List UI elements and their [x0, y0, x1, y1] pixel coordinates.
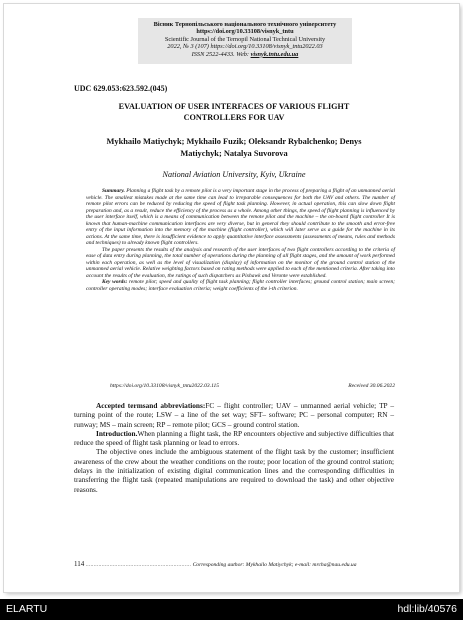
journal-issn [138, 51, 352, 58]
authors-line-1: Mykhailo Matiychyk; Mykhailo Fuzik; Oleksandr Rybalchenko; Denys [106, 137, 362, 146]
keywords-label: Key words: [102, 279, 128, 285]
journal-doi-ua: https://doi.org/10.33108/visnyk_tntu [196, 28, 294, 36]
summary-text: Planning a flight task by a remote pilot is a very important stage in the process of preparing a flight of an unmanned aerial vehicle. The smallest mistakes made at the same time can lead to irreparable consequences for both the UAV and others. The number of remote pilot errors can be reduced by reducing the speed of flight task planning. However, in actual operation, this can slow down flight preparation and, as a result, reduce the efficiency of the process as a whole. Among other things, the speed of flight planning is influenced by the user interface itself, which is a means of communication between the remote pilot and the machine – the on-board flight controller It is known that human-machine communication interfaces are very diverse, but in general they should contribute to the smooth and error-free entry of the input information into the memory of the machine (flight controller), which will later serve as a guide for the machine in its actions. At the same time, there is insufficient evidence to apply quantitative interface assessments (assessments of means, rules and methods and techniques) to already known flight controllers. [86, 188, 395, 246]
repository-bar [0, 599, 463, 620]
page-footer [74, 560, 394, 568]
journal-title-ua: Вісник Тернопільського національного технічного університету [153, 21, 337, 28]
footer-dots: .................................................................. [85, 562, 192, 568]
abbreviations-text: FC – flight controller; UAV – unmanned aerial vehicle; TP – turning point of the route; LSW – a line of the set way; SFT– software; PC – personal computer; RN – runway; MS – main screen; RP – remote pilot; GCS – ground control station. [74, 401, 394, 429]
abstract [86, 188, 395, 292]
paper-page [4, 4, 459, 592]
journal-title-en: Scientific Journal of the Ternopil National Technical University [164, 35, 326, 43]
doi-row [86, 383, 395, 389]
journal-issue: 2022, № 3 (107) https://doi.org/10.33108/visnyk_tntu2022.03 [167, 43, 323, 51]
body-text [74, 401, 394, 494]
title-line-2: CONTROLLERS FOR UAV [183, 113, 285, 122]
introduction-paragraph [74, 429, 394, 448]
udc-code: UDC 629.053:623.592.(045) [74, 84, 168, 93]
journal-header [138, 18, 352, 64]
page-number: 114 [74, 560, 85, 568]
title-line-1: EVALUATION OF USER INTERFACES OF VARIOUS FLIGHT [118, 102, 350, 111]
affiliation: National Aviation University, Kyiv, Ukraine [162, 170, 306, 179]
author-list [64, 136, 404, 159]
received-date: Received 30.06.2022 [348, 383, 395, 389]
keywords-text: remote pilot; speed and quality of flight task planning; flight controller interfaces; ground control station; main screen; controller operating modes; interface evaluation criteria; weight coefficients of the i-th criterion. [86, 279, 395, 292]
abstract-keywords [86, 279, 395, 292]
introduction-text: When planning a flight task, the RP encounters objective and subjective difficulties that reduce the speed of flight task planning or lead to errors. [74, 428, 394, 448]
issn-text: ISSN 2522-4433. Web: [191, 50, 251, 58]
handle-id[interactable]: hdl:lib/40576 [397, 603, 457, 615]
repository-name[interactable]: ELARTU [6, 603, 48, 615]
introduction-label: Introduction. [96, 428, 138, 438]
abstract-summary [86, 188, 395, 247]
article-doi-link[interactable]: https://doi.org/10.33108/visnyk_tntu2022.03.115 [110, 383, 220, 389]
journal-web-link[interactable]: visnyk.tntu.edu.ua [250, 50, 299, 58]
corresponding-author: Corresponding author: Mykhailo Matiychyk; e-mail: mrcha@nau.edu.ua [192, 562, 357, 568]
abbreviations-paragraph [74, 401, 394, 429]
objective-reasons-paragraph: The objective ones include the ambiguous statement of the flight task by the customer; insufficient awareness of the crew about the weather conditions on the route; poor location of the ground control station; delays in the initialization of existing digital communication lines and the corresponding difficulties in transferring the flight task (repeated manipulations are required to download the task) and other objective reasons. [74, 447, 394, 494]
abstract-paragraph-2: The paper presents the results of the analysis and research of the user interfaces of two flight controllers according to the criteria of ease of data entry during planning, the total number of operations during the planning of all flight stages, and the amount of work performed within each operation, as well as the level of visualization (display) of information on the monitor of the ground control station of the unmanned aerial vehicle. Relative weighting factors based on rating methods were applied to each of the mentioned criteria. After taking into account the results of the evaluation, the ratings of such dispatchers as Pixhawk and Veronte were established. [86, 246, 395, 279]
abbreviations-label: Accepted termsand abbreviations: [96, 401, 206, 410]
summary-label: Summary. [102, 188, 125, 194]
authors-line-2: Matiychyk; Natalya Suvorova [180, 148, 288, 158]
paper-title [64, 101, 404, 123]
